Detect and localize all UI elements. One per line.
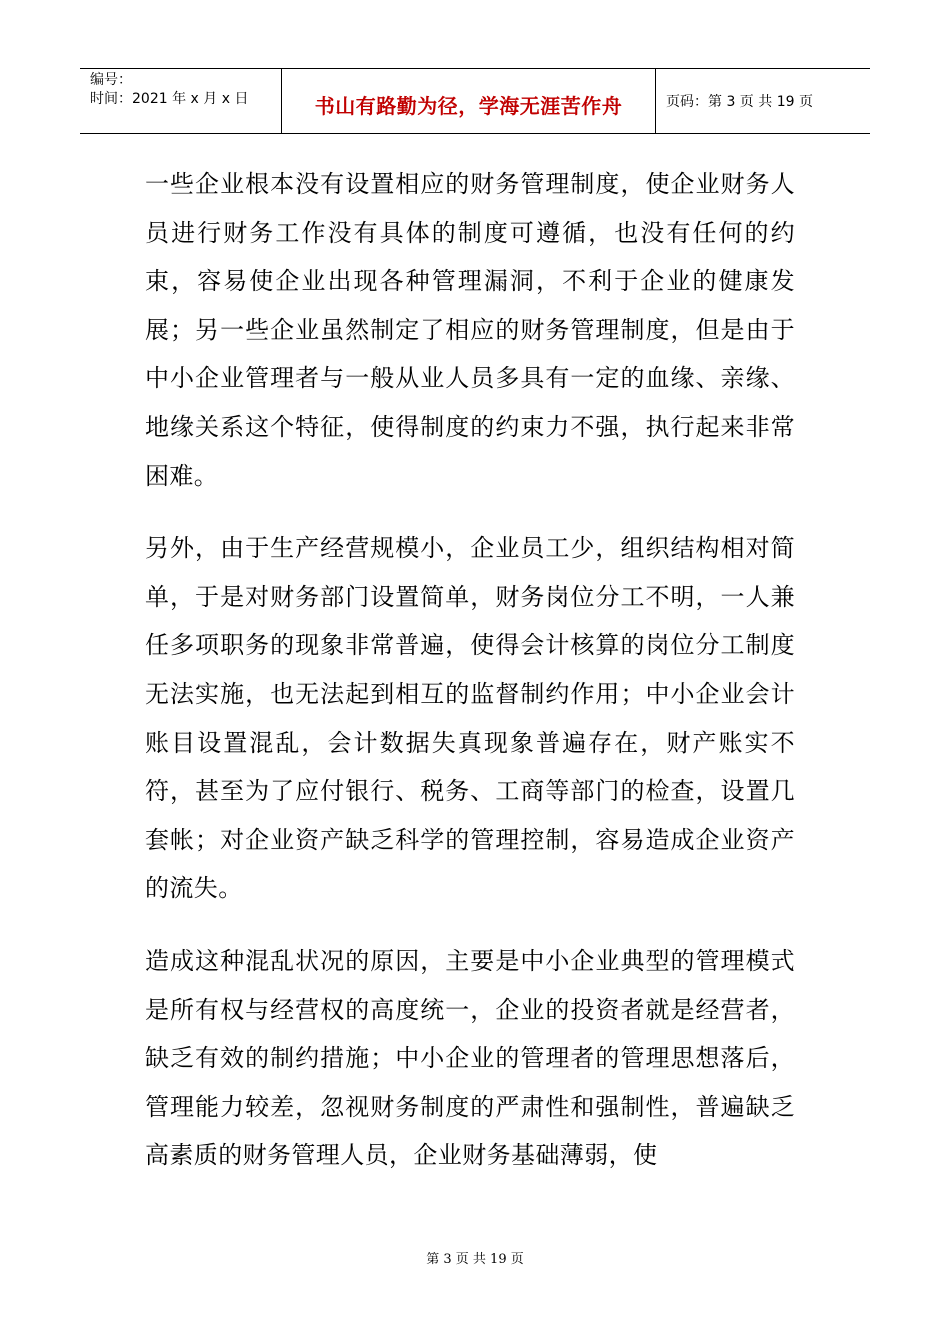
document-body xyxy=(145,160,795,1204)
page-header xyxy=(80,68,870,134)
document-date-label: 时间：2021 年 x 月 x 日 xyxy=(90,91,249,107)
body-paragraph: 一些企业根本没有设置相应的财务管理制度，使企业财务人员进行财务工作没有具体的制度可遵循，也没有任何的约束，容易使企业出现各种管理漏洞，不利于企业的健康发展；另一些企业虽然制定了相应的财务管理制度，但是由于中小企业管理者与一般从业人员多具有一定的血缘、亲缘、地缘关系这个特征，使得制度的约束力不强，执行起来非常困难。 xyxy=(145,170,795,490)
body-paragraph: 造成这种混乱状况的原因，主要是中小企业典型的管理模式是所有权与经营权的高度统一，企业的投资者就是经营者，缺乏有效的制约措施；中小企业的管理者的管理思想落后，管理能力较差，忽视财务制度的严肃性和强制性，普遍缺乏高素质的财务管理人员，企业财务基础薄弱，使 xyxy=(145,946,795,1170)
document-number-label: 编号： xyxy=(90,72,132,88)
footer-page-number: 第 3 页 共 19 页 xyxy=(426,1252,524,1267)
header-page-info: 页码：第 3 页 共 19 页 xyxy=(666,94,813,110)
body-paragraph: 另外，由于生产经营规模小，企业员工少，组织结构相对简单，于是对财务部门设置简单，财务岗位分工不明，一人兼任多项职务的现象非常普遍，使得会计核算的岗位分工制度无法实施，也无法起到相互的监督制约作用；中小企业会计账目设置混乱，会计数据失真现象普遍存在，财产账实不符，甚至为了应付银行、税务、工商等部门的检查，设置几套帐；对企业资产缺乏科学的管理控制，容易造成企业资产的流失。 xyxy=(145,534,795,903)
header-motto-cell xyxy=(282,69,656,133)
header-meta-cell xyxy=(80,69,282,133)
page-footer xyxy=(0,1248,950,1267)
header-page-cell xyxy=(656,69,870,133)
header-motto: 书山有路勤为径，学海无涯苦作舟 xyxy=(314,93,623,118)
